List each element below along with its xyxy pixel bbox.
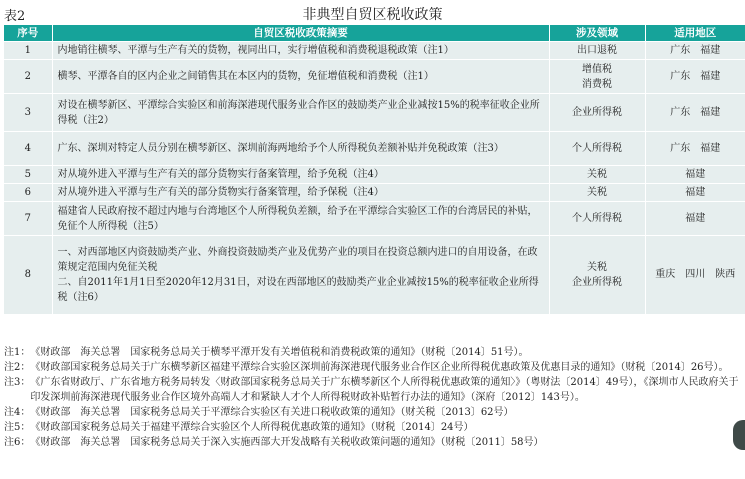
- table-row: [4, 42, 745, 60]
- table-title: 非典型自贸区税收政策: [302, 7, 443, 23]
- footnote-text: 《财政部国家税务总局关于广东横琴新区福建平潭综合实验区深圳前海深港现代服务业合作区企业所得税优惠政策及优惠目录的通知》（财税〔2014〕26号）。: [30, 362, 729, 373]
- table-caption: [4, 4, 741, 22]
- tax-policy-table: [4, 25, 745, 314]
- footnote-label: 注1：: [4, 347, 31, 358]
- footnote-text: 《财政部 海关总署 国家税务总局关于平潭综合实验区有关进口税收政策的通知》（财关税〔2013〕62号）: [30, 407, 514, 418]
- policy-summary: [52, 236, 549, 314]
- header-area: 涉及领域: [549, 25, 645, 42]
- footnote-text: 《财政部 海关总署 国家税务总局关于横琴平潭开发有关增值税和消费税政策的通知》（财税〔2014〕51号）。: [30, 347, 529, 358]
- footnote: [4, 420, 745, 435]
- policy-summary-text: 广东、深圳对特定人员分别在横琴新区、深圳前海两地给予个人所得税负差额补贴并免税政策（注3）: [57, 143, 504, 154]
- header-summary: 自贸区税收政策摘要: [52, 25, 549, 42]
- tax-area: [549, 184, 645, 202]
- applicable-region: 广东 福建: [645, 42, 745, 60]
- footnote-label: 注6：: [4, 437, 31, 448]
- policy-summary-text: 横琴、平潭各自的区内企业之间销售其在本区内的货物，免征增值税和消费税（注1）: [57, 71, 434, 82]
- policy-summary: [52, 42, 549, 60]
- policy-summary: [52, 166, 549, 184]
- footnote: [4, 375, 745, 405]
- header-region: 适用地区: [645, 25, 745, 42]
- footnote-label: 注3：: [4, 377, 31, 388]
- table-row: [4, 236, 745, 314]
- tax-area-text: 个人所得税: [572, 213, 622, 224]
- table-row: [4, 132, 745, 166]
- header-num: 序号: [4, 25, 52, 42]
- footnote-text: 《财政部 海关总署 国家税务总局关于深入实施西部大开发战略有关税收政策问题的通知》（财税〔2011〕58号）: [30, 437, 544, 448]
- table-row: [4, 184, 745, 202]
- row-number: 8: [4, 236, 52, 314]
- policy-summary-text: 福建省人民政府按不超过内地与台湾地区个人所得税负差额，给予在平潭综合实验区工作的台湾居民的补贴，免征个人所得税（注5）: [57, 205, 538, 232]
- policy-summary-text: 一、对西部地区内资鼓励类产业、外商投资鼓励类产业及优势产业的项目在投资总额内进口的自用设备，在政策规定范围内免征关税: [57, 246, 538, 273]
- footnote-text: 《广东省财政厅、广东省地方税务局转发〈财政部国家税务总局关于广东横琴新区个人所得税优惠政策的通知〉》（粤财法〔2014〕49号），《深圳市人民政府关于印发深圳前海深港现代服务业合作区境外高端人才和紧缺人才个人所得税财政补贴暂行办法的通知》（深府〔2012〕143号）。: [30, 377, 739, 403]
- footnote-label: 注4：: [4, 407, 31, 418]
- policy-summary-text: 对从境外进入平潭与生产有关的部分货物实行备案管理，给予免税（注4）: [57, 169, 384, 180]
- row-number: 1: [4, 42, 52, 60]
- tax-area: [549, 236, 645, 314]
- footnote-label: 注5：: [4, 422, 31, 433]
- table-label: 表2: [4, 9, 26, 24]
- footnote: [4, 435, 745, 450]
- row-number: 5: [4, 166, 52, 184]
- header-row: [4, 25, 745, 42]
- tax-area: [549, 202, 645, 236]
- policy-summary-text: 对从境外进入平潭与生产有关的部分货物实行备案管理，给予保税（注4）: [57, 187, 384, 198]
- tax-area-text: 企业所得税: [572, 107, 622, 118]
- tax-area: [549, 132, 645, 166]
- footnote-text: 《财政部国家税务总局关于福建平潭综合实验区个人所得税优惠政策的通知》（财税〔2014〕24号）: [30, 422, 474, 433]
- tax-area-text: 企业所得税: [572, 276, 622, 288]
- tax-area: [549, 60, 645, 94]
- applicable-region: 重庆 四川 陕西: [645, 236, 745, 314]
- policy-summary: [52, 94, 549, 132]
- tax-area: [549, 42, 645, 60]
- footnote: [4, 405, 745, 420]
- table-row: [4, 202, 745, 236]
- tax-area: [549, 166, 645, 184]
- tax-area-text: 个人所得税: [572, 143, 622, 154]
- applicable-region: 福建: [645, 184, 745, 202]
- applicable-region: 广东 福建: [645, 94, 745, 132]
- policy-summary-text: 内地销往横琴、平潭与生产有关的货物，视同出口，实行增值税和消费税退税政策（注1）: [57, 45, 454, 56]
- applicable-region: 福建: [645, 166, 745, 184]
- row-number: 2: [4, 60, 52, 94]
- row-number: 6: [4, 184, 52, 202]
- tax-area: [549, 94, 645, 132]
- table-notes: [4, 345, 745, 450]
- applicable-region: 广东 福建: [645, 60, 745, 94]
- policy-summary: [52, 184, 549, 202]
- row-number: 3: [4, 94, 52, 132]
- tax-area-text: 关税: [587, 261, 607, 273]
- tax-area-text: 出口退税: [577, 45, 617, 56]
- table-row: [4, 166, 745, 184]
- page-corner-tab: [733, 420, 745, 450]
- tax-area-text: 关税: [587, 187, 607, 198]
- row-number: 4: [4, 132, 52, 166]
- footnote-label: 注2：: [4, 362, 31, 373]
- table-row: [4, 94, 745, 132]
- applicable-region: 福建: [645, 202, 745, 236]
- row-number: 7: [4, 202, 52, 236]
- policy-summary-text: 对设在横琴新区、平潭综合实验区和前海深港现代服务业合作区的鼓励类产业企业减按15%的税率征收企业所得税（注2）: [57, 99, 540, 126]
- policy-summary-text: 二、自2011年1月1日至2020年12月31日，对设在西部地区的鼓励类产业企业减按15%的税率征收企业所得税（注6）: [57, 276, 539, 303]
- policy-summary: [52, 60, 549, 94]
- tax-area-text: 关税: [587, 169, 607, 180]
- tax-area-text: 消费税: [582, 78, 612, 90]
- table-row: [4, 60, 745, 94]
- policy-summary: [52, 202, 549, 236]
- policy-summary: [52, 132, 549, 166]
- footnote: [4, 345, 745, 360]
- tax-area-text: 增值税: [582, 63, 612, 75]
- footnote: [4, 360, 745, 375]
- applicable-region: 广东 福建: [645, 132, 745, 166]
